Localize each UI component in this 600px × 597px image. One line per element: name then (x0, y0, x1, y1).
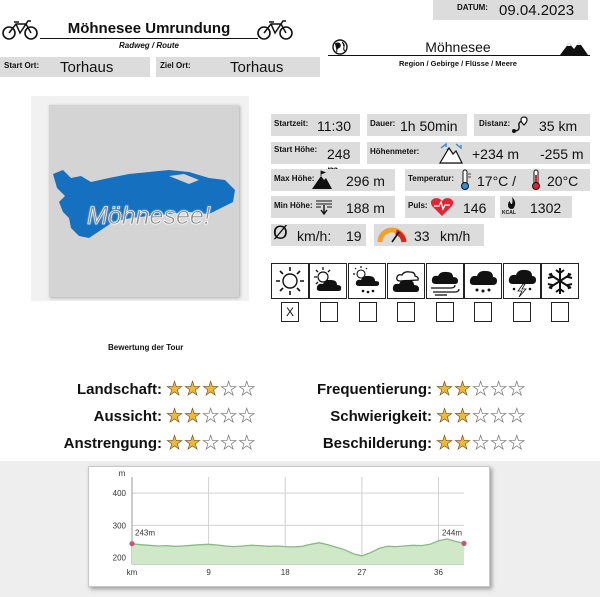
star-filled-icon[interactable]: ★ (166, 433, 185, 454)
rating-title: Bewertung der Tour (108, 343, 184, 352)
clouds-icon (388, 264, 424, 298)
distance-box (474, 114, 590, 136)
weather-check-8[interactable] (551, 302, 569, 322)
temperature-box (405, 169, 590, 191)
lake-shape (49, 156, 239, 246)
star-empty-icon[interactable]: ★ (508, 433, 527, 454)
star-empty-icon[interactable]: ★ (472, 433, 491, 454)
destination-label: Ziel Ort: (160, 61, 191, 70)
star-filled-icon[interactable]: ★ (166, 379, 185, 400)
weather-cloud-rain (464, 263, 502, 299)
weather-sun-cloud-rain (348, 263, 386, 299)
rating-label-difficulty: Schwierigkeit: (330, 408, 432, 425)
average-symbol: Ø (273, 223, 288, 244)
min-altitude-value: 188 m (346, 200, 385, 216)
star-empty-icon[interactable]: ★ (238, 379, 257, 400)
average-speed-value: 19 (346, 228, 362, 244)
star-empty-icon[interactable]: ★ (202, 406, 221, 427)
region-subtitle: Region / Gebirge / Flüsse / Meere (399, 59, 517, 68)
destination-location-box (156, 57, 320, 77)
temperature-label: Temperatur: (408, 174, 455, 183)
elevation-area (132, 539, 464, 564)
star-filled-icon[interactable]: ★ (166, 406, 185, 427)
route-icon (511, 116, 529, 134)
date-label: DATUM: (457, 3, 488, 12)
duration-box (367, 114, 467, 136)
start-altitude-box (271, 142, 360, 164)
y-axis-unit: m (118, 469, 126, 478)
temperature-max-value: 20°C (547, 173, 579, 189)
rating-stars-landscape[interactable] (166, 380, 256, 399)
elevation-down-value: -255 m (540, 146, 584, 162)
star-filled-icon[interactable]: ★ (454, 406, 473, 427)
date-value: 09.04.2023 (499, 2, 575, 19)
start-time-label: Startzeit: (274, 119, 309, 128)
max-speed-unit: km/h (440, 228, 471, 244)
header (0, 0, 295, 56)
sun-cloud-rain-icon (349, 264, 385, 298)
thermometer-cold-icon (458, 169, 472, 191)
x-tick-label: 27 (357, 568, 367, 577)
weather-check-2[interactable] (320, 302, 338, 322)
start-location-box (0, 57, 150, 77)
calories-value: 1302 (530, 200, 562, 216)
elevation-chart-panel (0, 461, 600, 597)
weather-check-6[interactable] (474, 302, 492, 322)
weather-check-7[interactable] (513, 302, 531, 322)
end-altitude-label: 244m (441, 528, 462, 538)
start-altitude-value: 248 (327, 146, 351, 162)
star-filled-icon[interactable]: ★ (436, 379, 455, 400)
max-speed-box (374, 224, 484, 246)
star-filled-icon[interactable]: ★ (184, 433, 203, 454)
min-altitude-label: Min Höhe: (274, 201, 313, 210)
rating-label-signage: Beschilderung: (322, 435, 432, 452)
cloud-rain-icon (465, 264, 501, 298)
star-filled-icon[interactable]: ★ (184, 406, 203, 427)
rating-stars-effort[interactable] (166, 434, 256, 453)
star-filled-icon[interactable]: ★ (436, 433, 455, 454)
tour-subtitle: Radweg / Route (118, 41, 179, 50)
star-empty-icon[interactable]: ★ (202, 433, 221, 454)
star-filled-icon[interactable]: ★ (202, 379, 221, 400)
y-tick-label: 300 (112, 521, 126, 531)
elevation-chart (89, 467, 489, 586)
cloud-thunder-icon (504, 264, 540, 298)
rating-label-view: Aussicht: (93, 408, 162, 425)
star-empty-icon[interactable]: ★ (472, 406, 491, 427)
sun-icon (272, 264, 308, 298)
start-value: Torhaus (60, 59, 114, 76)
star-empty-icon[interactable]: ★ (472, 379, 491, 400)
rating-stars-difficulty[interactable] (436, 407, 526, 426)
star-filled-icon[interactable]: ★ (184, 379, 203, 400)
distance-value: 35 km (539, 118, 578, 134)
flame-icon (505, 196, 519, 210)
region-header (328, 36, 590, 72)
sun-cloud-icon (310, 264, 346, 298)
mountains-icon (560, 40, 588, 55)
rating-label-traffic: Frequentierung: (317, 381, 432, 398)
star-empty-icon[interactable]: ★ (490, 433, 509, 454)
elevation-gain-label: Höhenmeter: (370, 147, 420, 156)
star-filled-icon[interactable]: ★ (454, 433, 473, 454)
start-point-marker (129, 541, 134, 546)
weather-sun (271, 263, 309, 299)
elevation-chart-card (88, 466, 490, 587)
region-title: Möhnesee (425, 39, 491, 55)
weather-check-3[interactable] (359, 302, 377, 322)
star-empty-icon[interactable]: ★ (238, 406, 257, 427)
date-box (433, 0, 588, 20)
start-time-box (271, 114, 360, 136)
x-axis-unit: km (126, 568, 138, 577)
bicycle-icon (257, 19, 293, 41)
calories-box (500, 196, 572, 218)
weather-check-5[interactable] (436, 302, 454, 322)
max-altitude-label: Max Höhe: (274, 174, 315, 183)
average-speed-box (271, 224, 366, 246)
star-empty-icon[interactable]: ★ (220, 406, 239, 427)
start-time-value: 11:30 (317, 118, 351, 134)
star-filled-icon[interactable]: ★ (454, 379, 473, 400)
start-altitude-label: 243m (135, 528, 156, 538)
globe-icon (332, 39, 348, 55)
rating-stars-signage[interactable] (436, 434, 526, 453)
star-empty-icon[interactable]: ★ (220, 379, 239, 400)
elevation-gain-box (367, 142, 590, 164)
duration-value: 1h 50min (400, 118, 458, 134)
star-empty-icon[interactable]: ★ (508, 406, 527, 427)
star-empty-icon[interactable]: ★ (490, 379, 509, 400)
temperature-min-value: 17°C / (477, 173, 517, 189)
x-tick-label: 18 (280, 568, 290, 577)
rating-label-landscape: Landschaft: (76, 381, 162, 398)
distance-label: Distanz: (479, 119, 511, 128)
max-speed-value: 33 (414, 228, 430, 244)
duration-label: Dauer: (370, 119, 396, 128)
lowpoint-icon (315, 198, 333, 216)
calories-label: KCAL (502, 210, 516, 216)
average-speed-unit: km/h: (297, 228, 332, 244)
weather-cloud-thunder (503, 263, 541, 299)
map-label: Möhnesee! (87, 202, 211, 230)
star-empty-icon[interactable]: ★ (490, 406, 509, 427)
route-map (31, 96, 249, 301)
heart-icon (430, 197, 454, 217)
start-altitude-label: Start Höhe: (274, 145, 318, 154)
weather-cloud-wind (426, 263, 464, 299)
min-altitude-box (271, 196, 395, 218)
summit-icon (311, 170, 333, 190)
weather-sun-cloud (309, 263, 347, 299)
max-altitude-value: 296 m (346, 173, 385, 189)
star-filled-icon[interactable]: ★ (436, 406, 455, 427)
snowflake-icon (542, 264, 578, 298)
weather-clouds (387, 263, 425, 299)
pulse-box (405, 196, 495, 218)
weather-snow (541, 263, 579, 299)
title-underline (40, 38, 258, 39)
elevation-icon (439, 142, 463, 164)
y-tick-label: 400 (112, 489, 126, 499)
tour-title: Möhnesee Umrundung (67, 20, 231, 37)
bicycle-icon (2, 19, 38, 41)
star-empty-icon[interactable]: ★ (220, 433, 239, 454)
max-altitude-box (271, 169, 395, 191)
weather-check-1[interactable]: X (281, 302, 299, 322)
pulse-label: Puls: (408, 201, 428, 210)
star-empty-icon[interactable]: ★ (508, 379, 527, 400)
pulse-value: 146 (463, 200, 487, 216)
end-point-marker (461, 541, 466, 546)
x-tick-label: 36 (434, 568, 443, 577)
cloud-wind-icon (427, 264, 463, 298)
rating-label-effort: Anstrengung: (63, 435, 162, 452)
y-tick-label: 200 (112, 553, 126, 563)
weather-check-4[interactable] (397, 302, 415, 322)
elevation-up-value: +234 m (472, 146, 520, 162)
speedometer-icon (377, 226, 407, 244)
start-label: Start Ort: (4, 61, 40, 70)
region-underline (328, 55, 590, 56)
destination-value: Torhaus (230, 59, 284, 76)
rating-stars-traffic[interactable] (436, 380, 526, 399)
thermometer-hot-icon (529, 169, 543, 191)
rating-stars-view[interactable] (166, 407, 256, 426)
x-tick-label: 9 (206, 568, 211, 577)
star-empty-icon[interactable]: ★ (238, 433, 257, 454)
